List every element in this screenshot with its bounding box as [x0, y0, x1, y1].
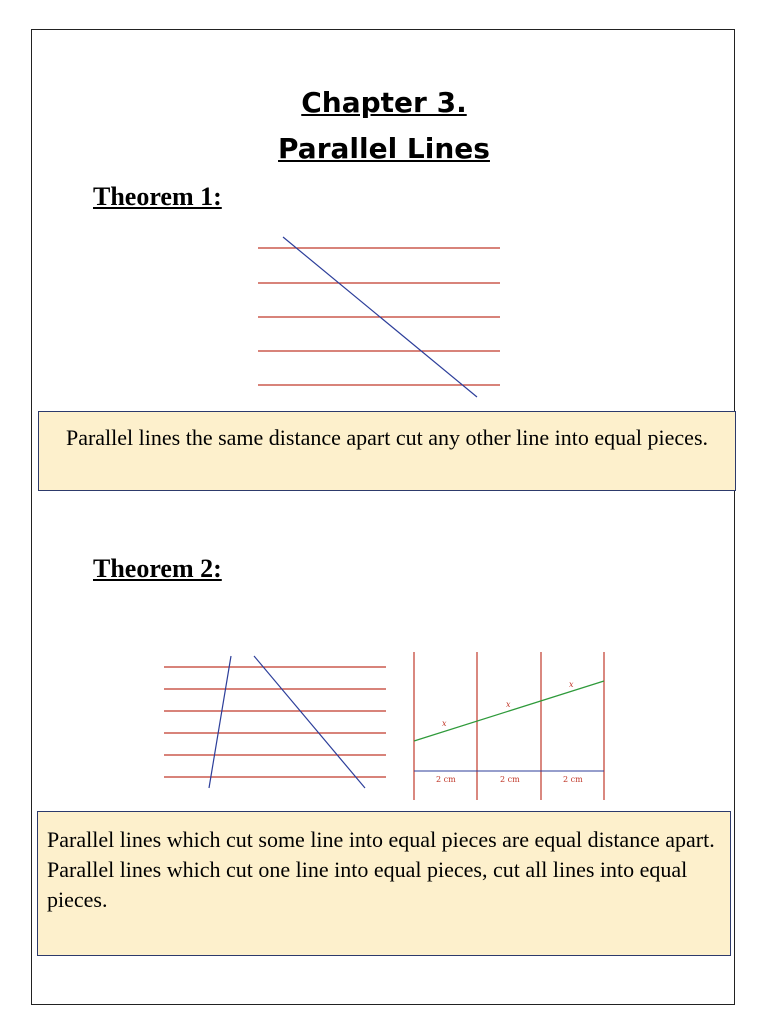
- theorem-2-figure-right: [405, 648, 615, 803]
- distance-label: 2 cm: [563, 775, 583, 784]
- chapter-heading: Chapter 3.: [301, 86, 467, 119]
- transversal-line: [209, 656, 231, 788]
- theorem-1-figure: [250, 230, 525, 405]
- chapter-title: Parallel Lines: [278, 132, 490, 165]
- segment-label-x: x: [569, 680, 574, 689]
- theorem-1-statement-box: [38, 411, 736, 491]
- theorem-2-statement-1: Parallel lines which cut some line into equal pieces are equal distance apart.: [47, 827, 715, 852]
- theorem-1-statement: Parallel lines the same distance apart cut any other line into equal pieces.: [65, 425, 709, 450]
- transversal-line: [254, 656, 365, 788]
- segment-label-x: x: [442, 719, 447, 728]
- theorem-2-figure-left: [160, 650, 395, 795]
- theorem-1-heading: Theorem 1:: [93, 182, 222, 211]
- distance-label: 2 cm: [500, 775, 520, 784]
- theorem-2-statement-box: [37, 811, 731, 956]
- theorem-2-statement-2: Parallel lines which cut one line into equal pieces, cut all lines into equal pieces.: [47, 857, 688, 912]
- theorem-2-heading: Theorem 2:: [93, 554, 222, 583]
- segment-label-x: x: [506, 700, 511, 709]
- green-transversal-line: [414, 681, 604, 741]
- distance-label: 2 cm: [436, 775, 456, 784]
